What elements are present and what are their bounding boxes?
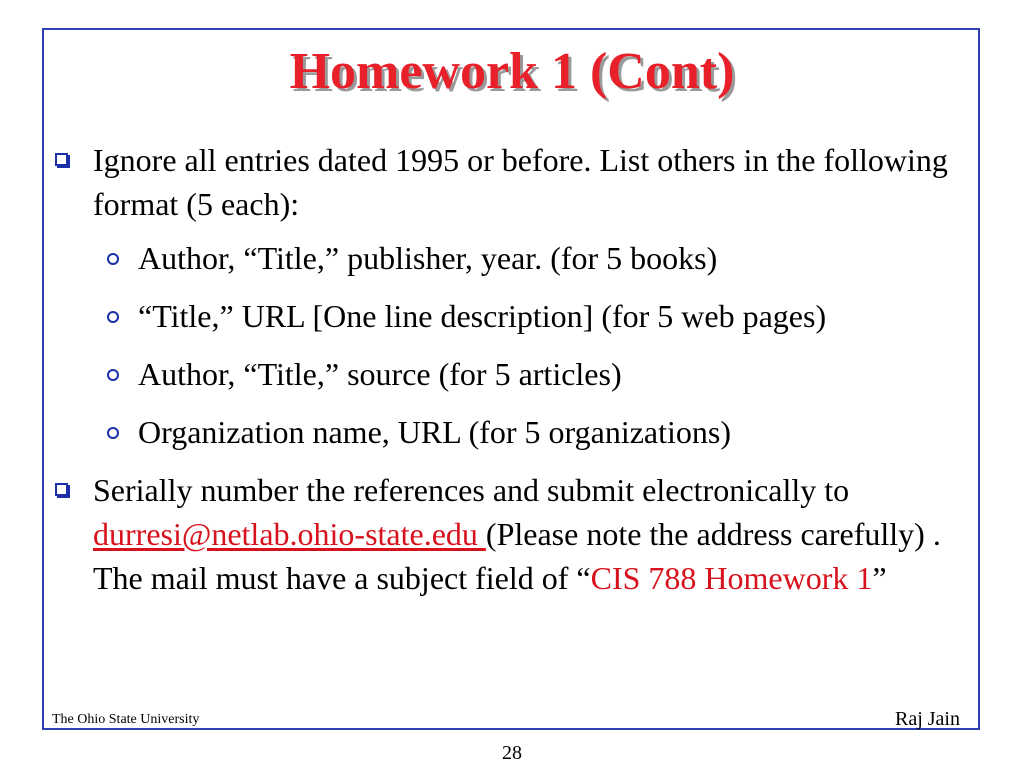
circle-bullet-icon xyxy=(107,311,119,323)
circle-bullet-icon xyxy=(107,369,119,381)
circle-bullet-icon xyxy=(107,427,119,439)
footer-author: Raj Jain xyxy=(895,708,960,730)
sub-bullet-text: “Title,” URL [One line description] (for 5 web pages) xyxy=(138,298,827,334)
slide-content xyxy=(52,138,972,608)
sub-bullet-item xyxy=(52,352,972,396)
slide-title: Homework 1 (Cont) xyxy=(289,43,735,100)
square-bullet-icon xyxy=(55,153,68,166)
sub-bullet-text: Organization name, URL (for 5 organizations) xyxy=(138,414,732,450)
subject-text: CIS 788 Homework 1 xyxy=(590,560,873,596)
sub-bullet-item xyxy=(52,410,972,454)
email-link[interactable]: durresi@netlab.ohio-state.edu xyxy=(93,516,486,552)
circle-bullet-icon xyxy=(107,253,119,265)
bullet-text-part: ” xyxy=(872,560,887,596)
square-bullet-icon xyxy=(55,483,68,496)
bullet-text: Ignore all entries dated 1995 or before. List others in the following format (5 each): xyxy=(93,142,948,222)
bullet-text-part: Serially number the references and submit electronically to xyxy=(93,472,850,508)
sub-bullet-text: Author, “Title,” publisher, year. (for 5 books) xyxy=(138,240,718,276)
page-number: 28 xyxy=(502,742,522,764)
bullet-item xyxy=(52,138,972,226)
bullet-text-part: (Please note the address carefully) . The mail must have a subject field of “ xyxy=(93,516,941,596)
sub-bullet-text: Author, “Title,” source (for 5 articles) xyxy=(138,356,622,392)
footer-institution: The Ohio State University xyxy=(52,712,200,727)
sub-bullet-item xyxy=(52,236,972,280)
sub-bullet-item xyxy=(52,294,972,338)
bullet-item xyxy=(52,468,972,600)
